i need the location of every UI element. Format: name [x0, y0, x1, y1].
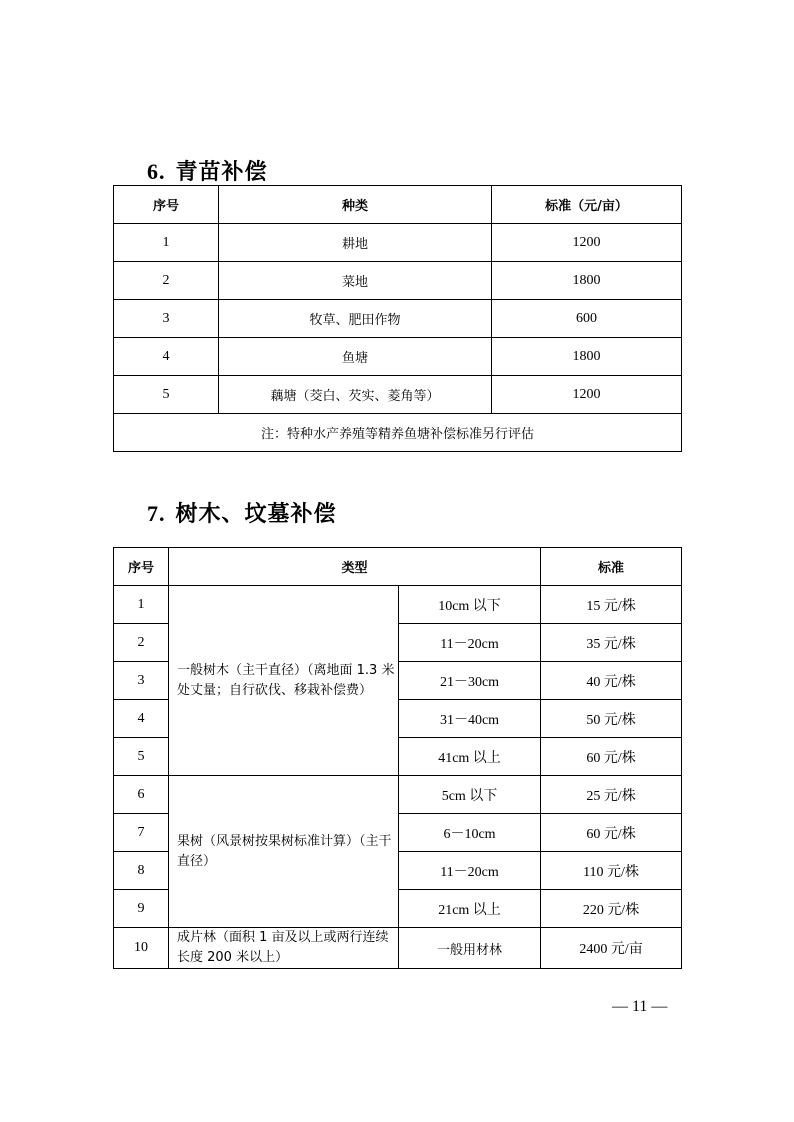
size-cell: 5cm 以下	[399, 776, 541, 814]
size-cell: 一般用材林	[399, 928, 541, 969]
serial-cell: 10	[114, 928, 169, 969]
table-row	[114, 376, 682, 414]
header-serial: 序号	[114, 186, 219, 224]
table-note-row	[114, 414, 682, 452]
serial-cell: 2	[114, 262, 219, 300]
serial-cell: 6	[114, 776, 169, 814]
type-cell: 牧草、肥田作物	[219, 300, 492, 338]
size-cell: 31－40cm	[399, 700, 541, 738]
table-row	[114, 928, 682, 969]
serial-cell: 3	[114, 662, 169, 700]
standard-cell: 1200	[492, 224, 682, 262]
header-standard: 标准（元/亩）	[492, 186, 682, 224]
standard-cell: 1800	[492, 338, 682, 376]
section-6-number: 6.	[147, 159, 166, 184]
section-6-heading	[147, 155, 268, 186]
serial-cell: 7	[114, 814, 169, 852]
table-row	[114, 586, 682, 624]
table-header-row	[114, 548, 682, 586]
table-row	[114, 300, 682, 338]
seedling-compensation-table	[113, 185, 682, 452]
section-6-title: 青苗补偿	[175, 160, 268, 185]
standard-cell: 60 元/株	[541, 814, 682, 852]
group-fruit-trees: 果树（风景树按果树标准计算）（主干直径）	[169, 776, 399, 928]
type-cell: 菜地	[219, 262, 492, 300]
page-number: — 11 —	[612, 998, 668, 1015]
serial-cell: 9	[114, 890, 169, 928]
size-cell: 21－30cm	[399, 662, 541, 700]
standard-cell: 1200	[492, 376, 682, 414]
standard-cell: 40 元/株	[541, 662, 682, 700]
header-type: 类型	[169, 548, 541, 586]
table-row	[114, 224, 682, 262]
section-7-number: 7.	[147, 501, 166, 526]
type-cell: 藕塘（茭白、芡实、菱角等）	[219, 376, 492, 414]
standard-cell: 600	[492, 300, 682, 338]
serial-cell: 5	[114, 376, 219, 414]
serial-cell: 8	[114, 852, 169, 890]
type-cell: 鱼塘	[219, 338, 492, 376]
group-general-trees: 一般树木（主干直径）（离地面 1.3 米处丈量；自行砍伐、移栽补偿费）	[169, 586, 399, 776]
standard-cell: 220 元/株	[541, 890, 682, 928]
group-forest: 成片林（面积 1 亩及以上或两行连续长度 200 米以上）	[169, 928, 399, 969]
size-cell: 10cm 以下	[399, 586, 541, 624]
serial-cell: 1	[114, 224, 219, 262]
table-row	[114, 338, 682, 376]
table-row	[114, 262, 682, 300]
standard-cell: 25 元/株	[541, 776, 682, 814]
section-7-heading	[147, 497, 337, 528]
header-standard: 标准	[541, 548, 682, 586]
header-serial: 序号	[114, 548, 169, 586]
standard-cell: 15 元/株	[541, 586, 682, 624]
serial-cell: 4	[114, 700, 169, 738]
size-cell: 11－20cm	[399, 624, 541, 662]
section-7-title: 树木、坟墓补偿	[175, 502, 337, 527]
serial-cell: 4	[114, 338, 219, 376]
type-cell: 耕地	[219, 224, 492, 262]
standard-cell: 50 元/株	[541, 700, 682, 738]
table-header-row	[114, 186, 682, 224]
header-type: 种类	[219, 186, 492, 224]
serial-cell: 1	[114, 586, 169, 624]
serial-cell: 5	[114, 738, 169, 776]
table-note: 注：特种水产养殖等精养鱼塘补偿标准另行评估	[114, 414, 682, 452]
serial-cell: 2	[114, 624, 169, 662]
size-cell: 11－20cm	[399, 852, 541, 890]
size-cell: 21cm 以上	[399, 890, 541, 928]
standard-cell: 60 元/株	[541, 738, 682, 776]
standard-cell: 2400 元/亩	[541, 928, 682, 969]
table-row	[114, 776, 682, 814]
tree-grave-compensation-table	[113, 547, 682, 969]
serial-cell: 3	[114, 300, 219, 338]
standard-cell: 35 元/株	[541, 624, 682, 662]
standard-cell: 110 元/株	[541, 852, 682, 890]
size-cell: 6－10cm	[399, 814, 541, 852]
size-cell: 41cm 以上	[399, 738, 541, 776]
standard-cell: 1800	[492, 262, 682, 300]
